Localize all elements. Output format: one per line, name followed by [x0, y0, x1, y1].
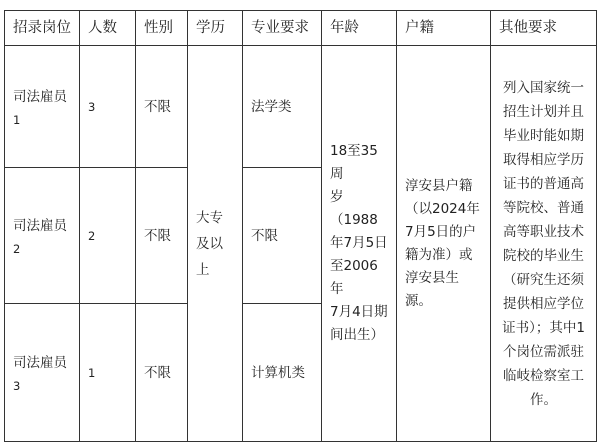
- other-line: 等院校、普通: [503, 199, 584, 216]
- huji-line: （以2024年: [405, 200, 480, 217]
- other-line: 取得相应学历: [503, 151, 584, 168]
- post-label: 司法雇员: [13, 354, 67, 371]
- table-row: [5, 46, 597, 168]
- post-label: 司法雇员: [13, 88, 67, 105]
- post-number: 2: [13, 241, 21, 256]
- post-cell: [5, 304, 80, 442]
- age-cell: [322, 46, 397, 442]
- gender-cell: 不限: [136, 46, 188, 168]
- post-label: 司法雇员: [13, 217, 67, 234]
- other-line: 临岐检察室工: [503, 367, 584, 384]
- huji-line: 籍为准）或: [405, 246, 473, 263]
- post-number: 3: [13, 378, 21, 393]
- major-cell: 计算机类: [243, 304, 322, 442]
- other-line: 院校的毕业生: [503, 247, 584, 264]
- other-line: 高等职业技术: [503, 223, 584, 240]
- other-line: 证书的普通高: [503, 175, 584, 192]
- header-row: [5, 11, 597, 46]
- huji-line: 淳安县户籍: [405, 177, 473, 194]
- huji-cell: [397, 46, 491, 442]
- recruitment-table: [4, 10, 597, 442]
- age-line: 间出生）: [330, 327, 384, 343]
- header-post: 招录岗位: [5, 11, 80, 46]
- education-text: 大专及以上: [196, 209, 223, 278]
- gender-cell: 不限: [136, 168, 188, 304]
- age-line: 至2006年: [330, 258, 378, 297]
- other-line: 作。: [530, 391, 557, 408]
- header-age: 年龄: [322, 11, 397, 46]
- other-line: 个岗位需派驻: [503, 343, 584, 360]
- header-gender: 性别: [136, 11, 188, 46]
- count-cell: 3: [80, 46, 136, 168]
- other-line: 列入国家统一: [503, 79, 584, 96]
- count-cell: 2: [80, 168, 136, 304]
- age-line: 年7月5日: [330, 235, 388, 251]
- post-number: 1: [13, 112, 21, 127]
- other-cell: [491, 46, 597, 442]
- huji-line: 淳安县生: [405, 269, 459, 286]
- gender-cell: 不限: [136, 304, 188, 442]
- major-cell: 法学类: [243, 46, 322, 168]
- header-other: 其他要求: [491, 11, 597, 46]
- age-line: 岁（1988: [330, 189, 378, 228]
- other-line: 招生计划并且: [503, 103, 584, 120]
- header-huji: 户籍: [397, 11, 491, 46]
- header-education: 学历: [188, 11, 243, 46]
- other-line: （研究生还须: [503, 271, 584, 288]
- education-cell: [188, 46, 243, 442]
- huji-line: 7月5日的户: [405, 223, 477, 240]
- age-line: 18至35周: [330, 143, 378, 182]
- huji-line: 源。: [405, 292, 432, 309]
- age-line: 7月4日期: [330, 304, 388, 320]
- other-line: 毕业时能如期: [503, 127, 584, 144]
- major-cell: 不限: [243, 168, 322, 304]
- post-cell: [5, 46, 80, 168]
- other-line: 提供相应学位: [503, 295, 584, 312]
- post-cell: [5, 168, 80, 304]
- header-count: 人数: [80, 11, 136, 46]
- count-cell: 1: [80, 304, 136, 442]
- other-line: 证书）；其中1: [502, 319, 585, 336]
- header-major: 专业要求: [243, 11, 322, 46]
